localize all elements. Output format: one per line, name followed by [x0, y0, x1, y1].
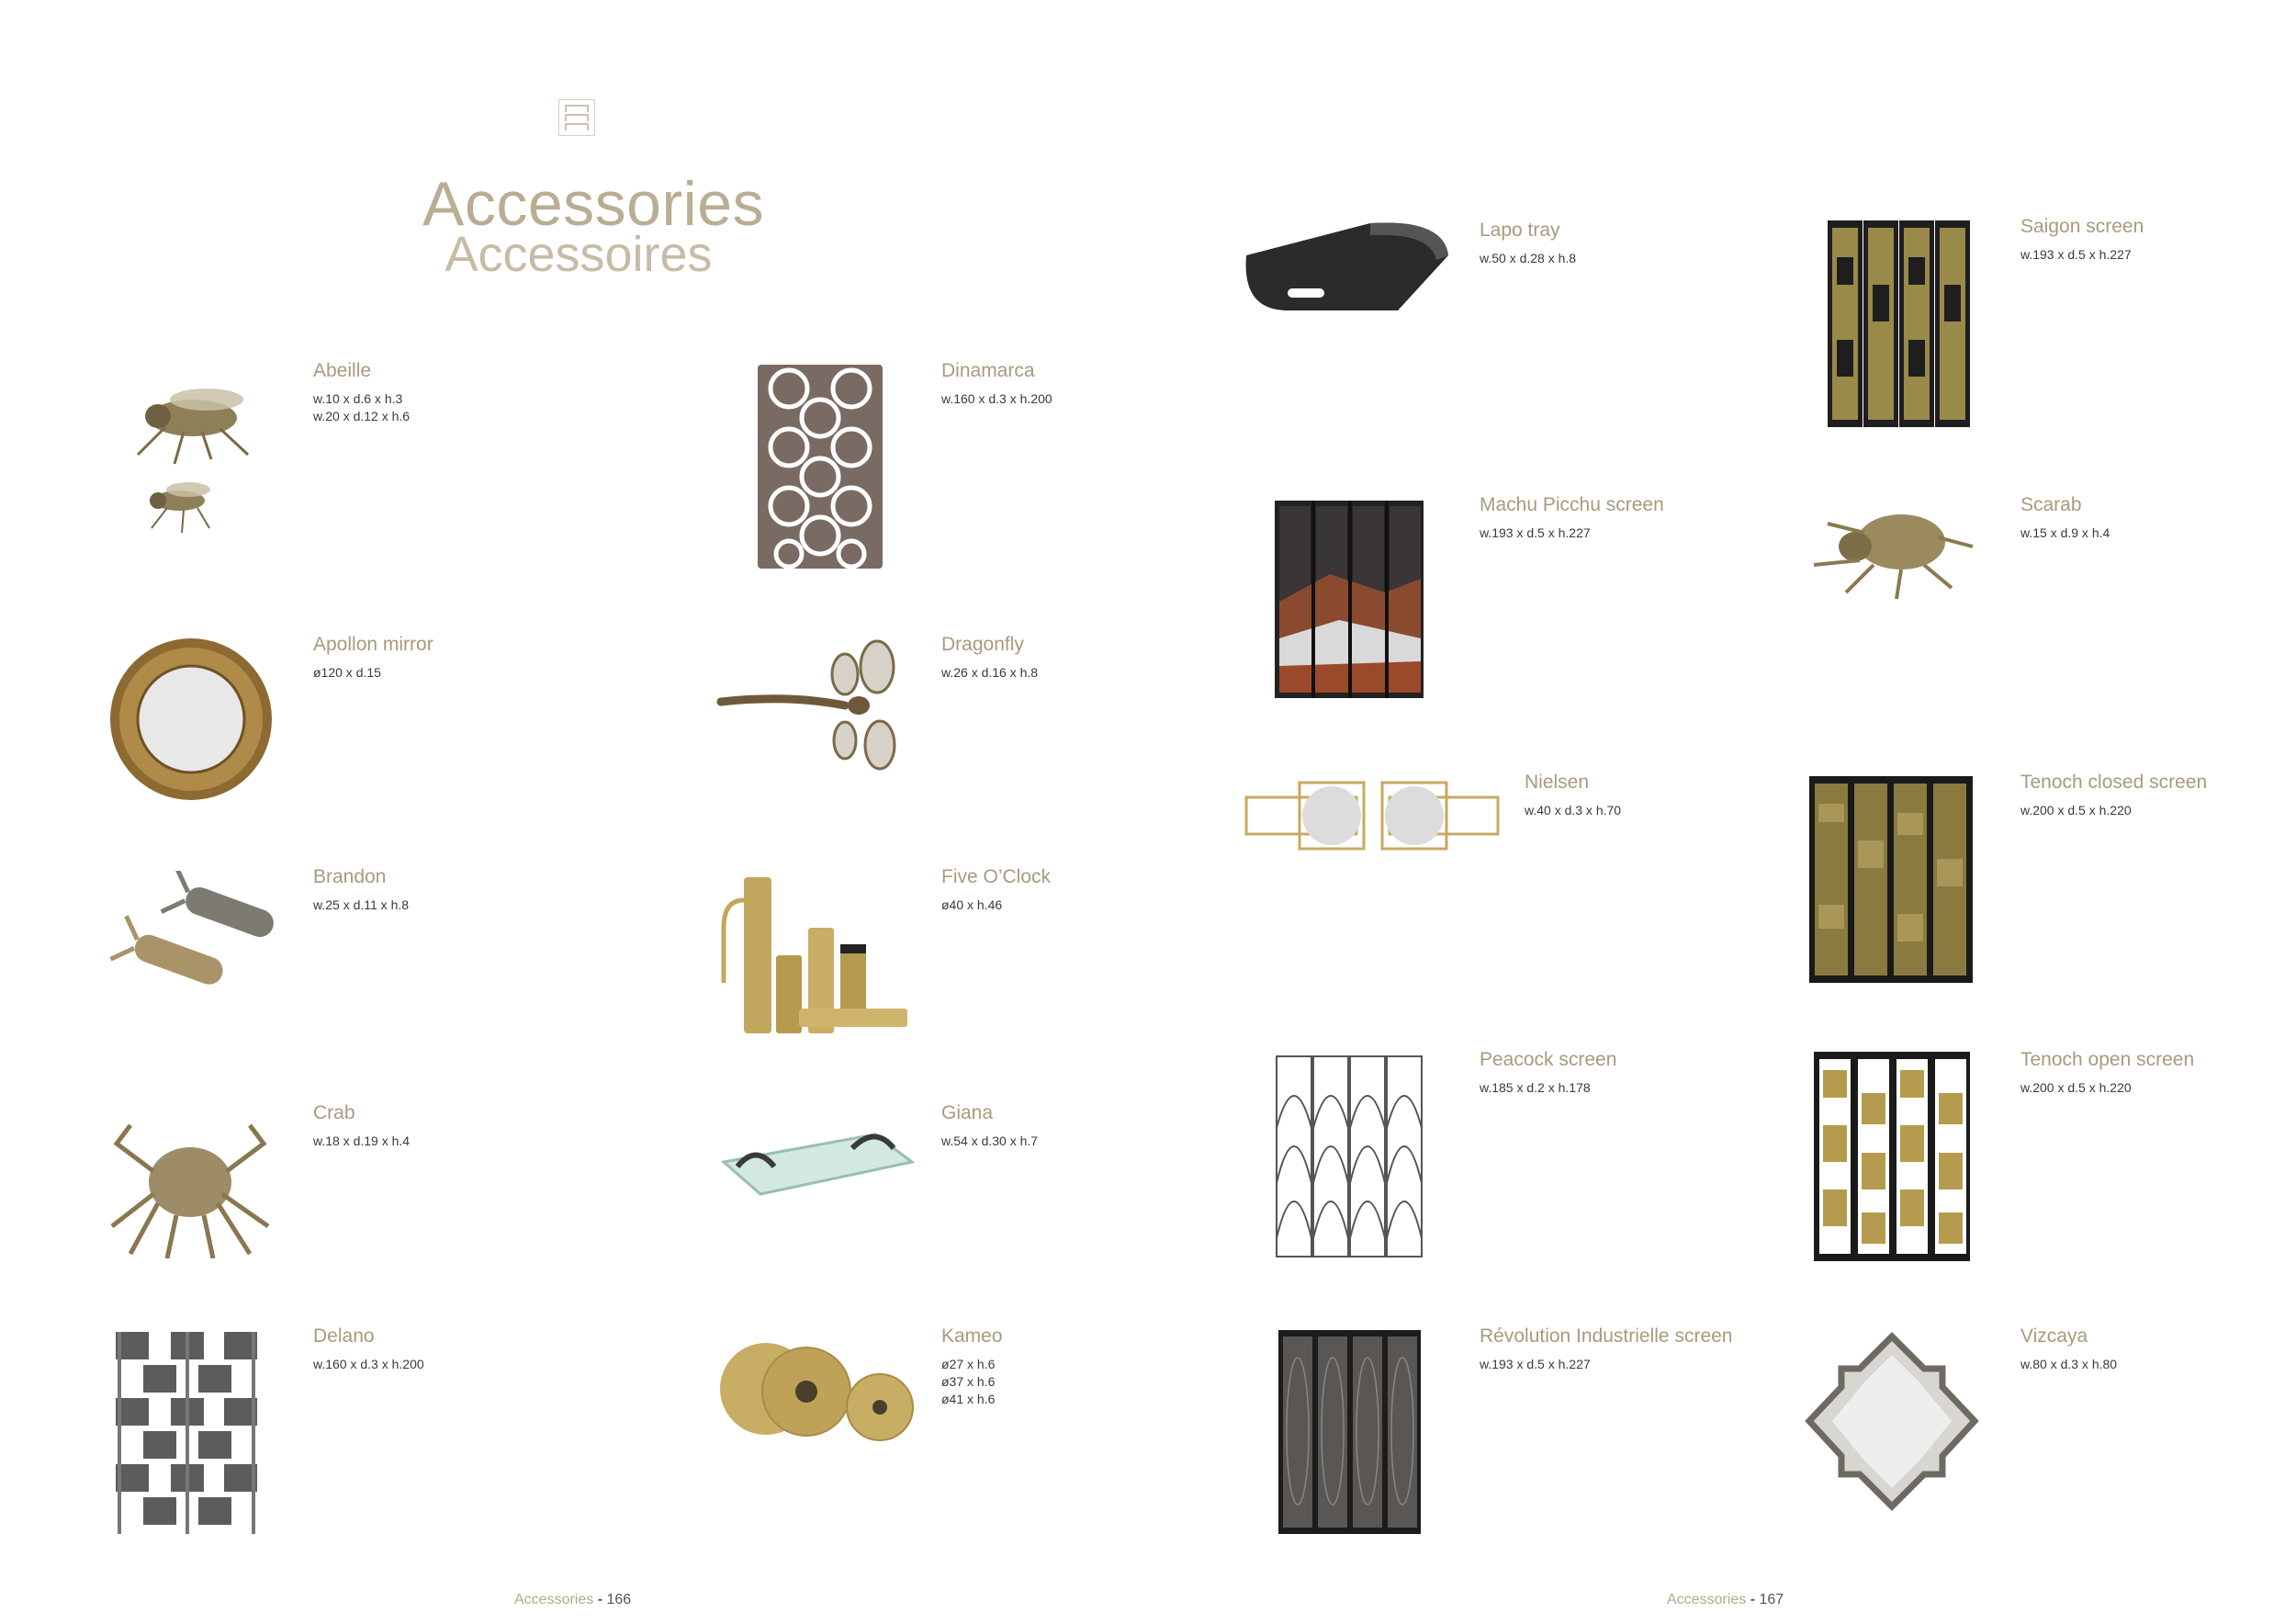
product-dims: w.80 x d.3 x h.80: [2020, 1357, 2118, 1371]
saigon-screen-image: [1828, 220, 1970, 427]
product-name: Dragonfly: [941, 634, 1024, 655]
revolution-industrielle-screen-image: [1278, 1330, 1421, 1534]
delano-image: [116, 1332, 258, 1534]
product-name: Tenoch open screen: [2020, 1049, 2195, 1070]
dragonfly-image: [716, 639, 909, 777]
tenoch-open-screen-image: [1814, 1052, 1970, 1261]
product-dims: w.10 x d.6 x h.3 w.20 x d.12 x h.6: [313, 391, 411, 423]
lapo-tray-image: [1242, 219, 1451, 320]
brandon-image: [92, 871, 289, 995]
product-name: Kameo: [941, 1325, 1003, 1347]
product-dims: ø27 x h.6 ø37 x h.6 ø41 x h.6: [941, 1357, 996, 1406]
product-dims: w.193 x d.5 x h.227: [1480, 525, 1591, 540]
machu-picchu-screen-image: [1275, 501, 1424, 698]
product-name: Nielsen: [1525, 772, 1590, 793]
product-name: Scarab: [2020, 494, 2082, 515]
product-name: Révolution Industrielle screen: [1480, 1325, 1733, 1347]
abeille-image: [101, 363, 285, 542]
product-dims: w.185 x d.2 x h.178: [1480, 1080, 1591, 1095]
crab-image: [103, 1107, 277, 1258]
product-name: Five O’Clock: [941, 866, 1052, 887]
page-footer-left: Accessories - 166: [514, 1592, 632, 1607]
product-dims: w.50 x d.28 x h.8: [1480, 251, 1577, 265]
product-name: Saigon screen: [2020, 216, 2144, 237]
product-dims: w.193 x d.5 x h.227: [1480, 1357, 1591, 1371]
product-name: Delano: [313, 1325, 375, 1347]
product-dims: w.193 x d.5 x h.227: [2020, 247, 2132, 262]
product-dims: w.160 x d.3 x h.200: [941, 391, 1052, 406]
giana-image: [719, 1125, 917, 1203]
dinamarca-image: [756, 361, 884, 572]
product-dims: w.18 x d.19 x h.4: [313, 1133, 411, 1148]
page-number: 167: [1759, 1592, 1784, 1607]
apollon-mirror-image: [108, 637, 274, 802]
product-name: Brandon: [313, 866, 387, 887]
page-number: 166: [606, 1592, 632, 1607]
product-dims: w.200 x d.5 x h.220: [2020, 803, 2132, 818]
product-name: Lapo tray: [1480, 220, 1560, 241]
page-footer-right: Accessories - 167: [1667, 1592, 1784, 1607]
nielsen-image: [1244, 781, 1502, 854]
vizcaya-image: [1805, 1332, 1979, 1511]
product-name: Giana: [941, 1102, 994, 1123]
product-name: Tenoch closed screen: [2020, 772, 2208, 793]
product-dims: w.15 x d.9 x h.4: [2020, 525, 2110, 540]
product-dims: w.40 x d.3 x h.70: [1525, 803, 1622, 818]
page-title: Accessories: [422, 169, 765, 239]
product-dims: w.160 x d.3 x h.200: [313, 1357, 424, 1371]
product-dims: w.26 x d.16 x h.8: [941, 665, 1039, 680]
product-name: Crab: [313, 1102, 355, 1123]
product-dims: w.200 x d.5 x h.220: [2020, 1080, 2132, 1095]
product-dims: w.25 x d.11 x h.8: [313, 897, 410, 912]
product-name: Apollon mirror: [313, 634, 433, 655]
product-dims: ø40 x h.46: [941, 897, 1003, 912]
kameo-image: [718, 1341, 916, 1444]
product-name: Dinamarca: [941, 360, 1035, 381]
product-name: Abeille: [313, 360, 372, 381]
five-oclock-image: [716, 873, 914, 1043]
scarab-image: [1809, 496, 1975, 602]
product-name: Vizcaya: [2020, 1325, 2088, 1347]
product-name: Peacock screen: [1480, 1049, 1617, 1070]
product-name: Machu Picchu screen: [1480, 494, 1664, 515]
tenoch-closed-screen-image: [1809, 776, 1973, 983]
brand-logo: [558, 99, 595, 136]
product-dims: w.54 x d.30 x h.7: [941, 1133, 1039, 1148]
product-dims: ø120 x d.15: [313, 665, 381, 680]
peacock-screen-image: [1275, 1054, 1424, 1258]
page-subtitle: Accessoires: [445, 227, 713, 282]
